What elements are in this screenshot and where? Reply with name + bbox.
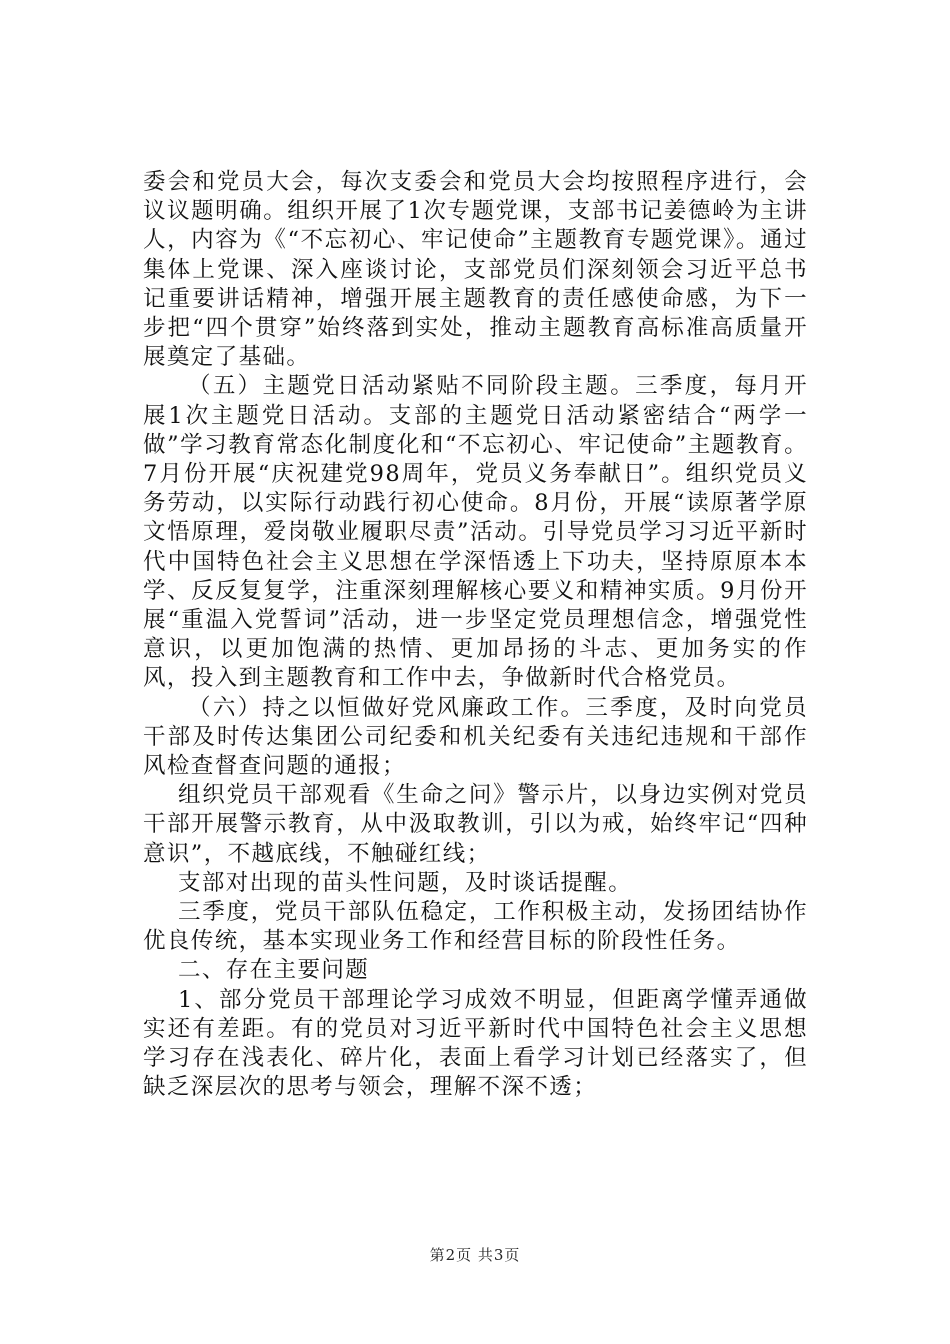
- paragraph-problem-one: 1、部分党员干部理论学习成效不明显，但距离学懂弄通做实还有差距。有的党员对习近平新时代中国特色社会主义思想学习存在浅表化、碎片化，表面上看学习计划已经落实了，但缺乏深层次的思考与领会，理解不深不透；: [143, 986, 808, 1101]
- paragraph-section-six: （六）持之以恒做好党风廉政工作。三季度，及时向党员干部及时传达集团公司纪委和机关纪委有关违纪违规和干部作风检查督查问题的通报；: [143, 694, 808, 780]
- heading-main-problems: 二、存在主要问题: [178, 957, 370, 984]
- document-body: [143, 168, 808, 1103]
- paragraph-q3-summary: 三季度，党员干部队伍稳定，工作积极主动，发扬团结协作优良传统，基本实现业务工作和经营目标的阶段性任务。: [143, 899, 808, 955]
- paragraph-timely-reminder: 支部对出现的苗头性问题，及时谈话提醒。: [178, 869, 633, 896]
- paragraph-continuation: 委会和党员大会，每次支委会和党员大会均按照程序进行，会议议题明确。组织开展了1次专题党课，支部书记姜德岭为主讲人，内容为《“不忘初心、牢记使命”主题教育专题党课》。通过集体上党课、深入座谈讨论，支部党员们深刻领会习近平总书记重要讲话精神，增强开展主题教育的责任感使命感，为下一步把“四个贯穿”始终落到实处，推动主题教育高标准高质量开展奠定了基础。: [143, 169, 808, 371]
- paragraph-section-five: （五）主题党日活动紧贴不同阶段主题。三季度，每月开展1次主题党日活动。支部的主题党日活动紧密结合“两学一做”学习教育常态化制度化和“不忘初心、牢记使命”主题教育。7月份开展“庆祝建党98周年，党员义务奉献日”。组织党员义务劳动，以实际行动践行初心使命。8月份，开展“读原著学原文悟原理，爱岗敬业履职尽责”活动。引导党员学习习近平新时代中国特色社会主义思想在学深悟透上下功夫，坚持原原本本学、反反复复学，注重深刻理解核心要义和精神实质。9月份开展“重温入党誓词”活动，进一步坚定党员理想信念，增强党性意识，以更加饱满的热情、更加昂扬的斗志、更加务实的作风，投入到主题教育和工作中去，争做新时代合格党员。: [143, 373, 808, 692]
- paragraph-warning-education: 组织党员干部观看《生命之问》警示片，以身边实例对党员干部开展警示教育，从中汲取教训，引以为戒，始终牢记“四种意识”，不越底线，不触碰红线；: [143, 782, 808, 867]
- page-footer: 第2页 共3页: [429, 1246, 521, 1264]
